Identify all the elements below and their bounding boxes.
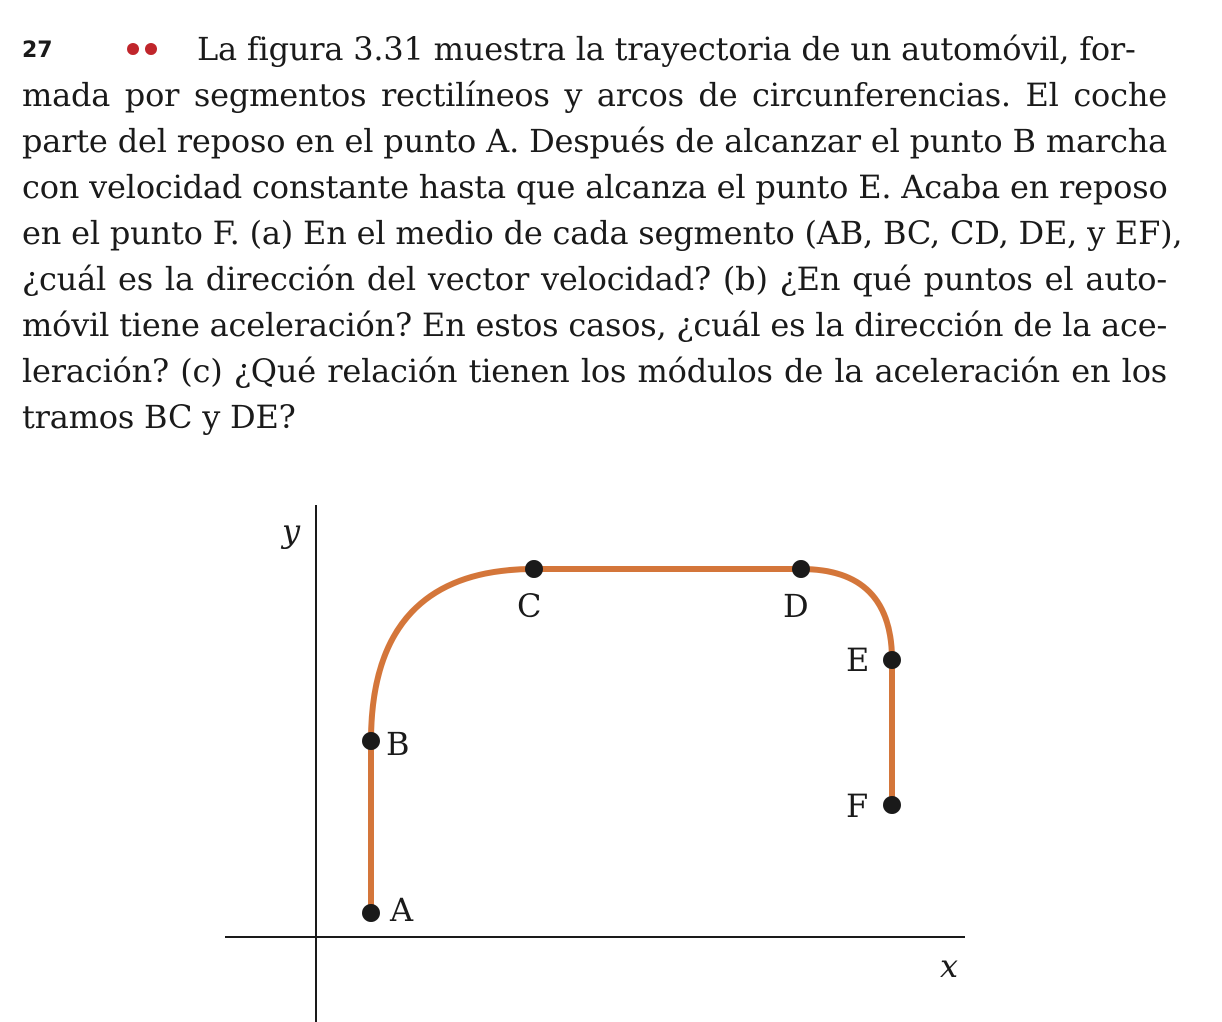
car-trajectory-path — [371, 569, 892, 913]
problem-text-line: en el punto F. (a) En el medio de cada segmento (AB, BC, CD, DE, y EF), — [22, 214, 1183, 252]
problem-text-line: tramos BC y DE? — [22, 398, 296, 436]
point-b-label: B — [386, 725, 410, 763]
point-f-marker — [883, 796, 901, 814]
point-f-label: F — [846, 787, 869, 825]
problem-text-line: móvil tiene aceleración? En estos casos, ¿cuál es la dirección de la ace- — [22, 306, 1168, 344]
point-a-label: A — [390, 891, 414, 929]
problem-text-line: ¿cuál es la dirección del vector velocidad? (b) ¿En qué puntos el auto- — [22, 260, 1167, 298]
problem-number: 27 — [22, 37, 53, 63]
x-axis-label: x — [940, 947, 959, 985]
problem-text-line: La figura 3.31 muestra la trayectoria de un automóvil, for- — [197, 30, 1136, 68]
point-e-label: E — [846, 641, 870, 679]
y-axis-label: y — [282, 512, 301, 550]
point-b-marker — [362, 732, 380, 750]
point-e-marker — [883, 651, 901, 669]
point-a-marker — [362, 904, 380, 922]
point-d-label: D — [783, 587, 809, 625]
problem-text-line: leración? (c) ¿Qué relación tienen los módulos de la aceleración en los — [22, 352, 1167, 390]
problem-text-line: con velocidad constante hasta que alcanza el punto E. Acaba en reposo — [22, 168, 1168, 206]
problem-text-line: parte del reposo en el punto A. Después de alcanzar el punto B marcha — [22, 122, 1167, 160]
problem-text-line: mada por segmentos rectilíneos y arcos de circunferencias. El coche — [22, 76, 1167, 114]
point-c-label: C — [517, 587, 542, 625]
point-c-marker — [525, 560, 543, 578]
point-d-marker — [792, 560, 810, 578]
